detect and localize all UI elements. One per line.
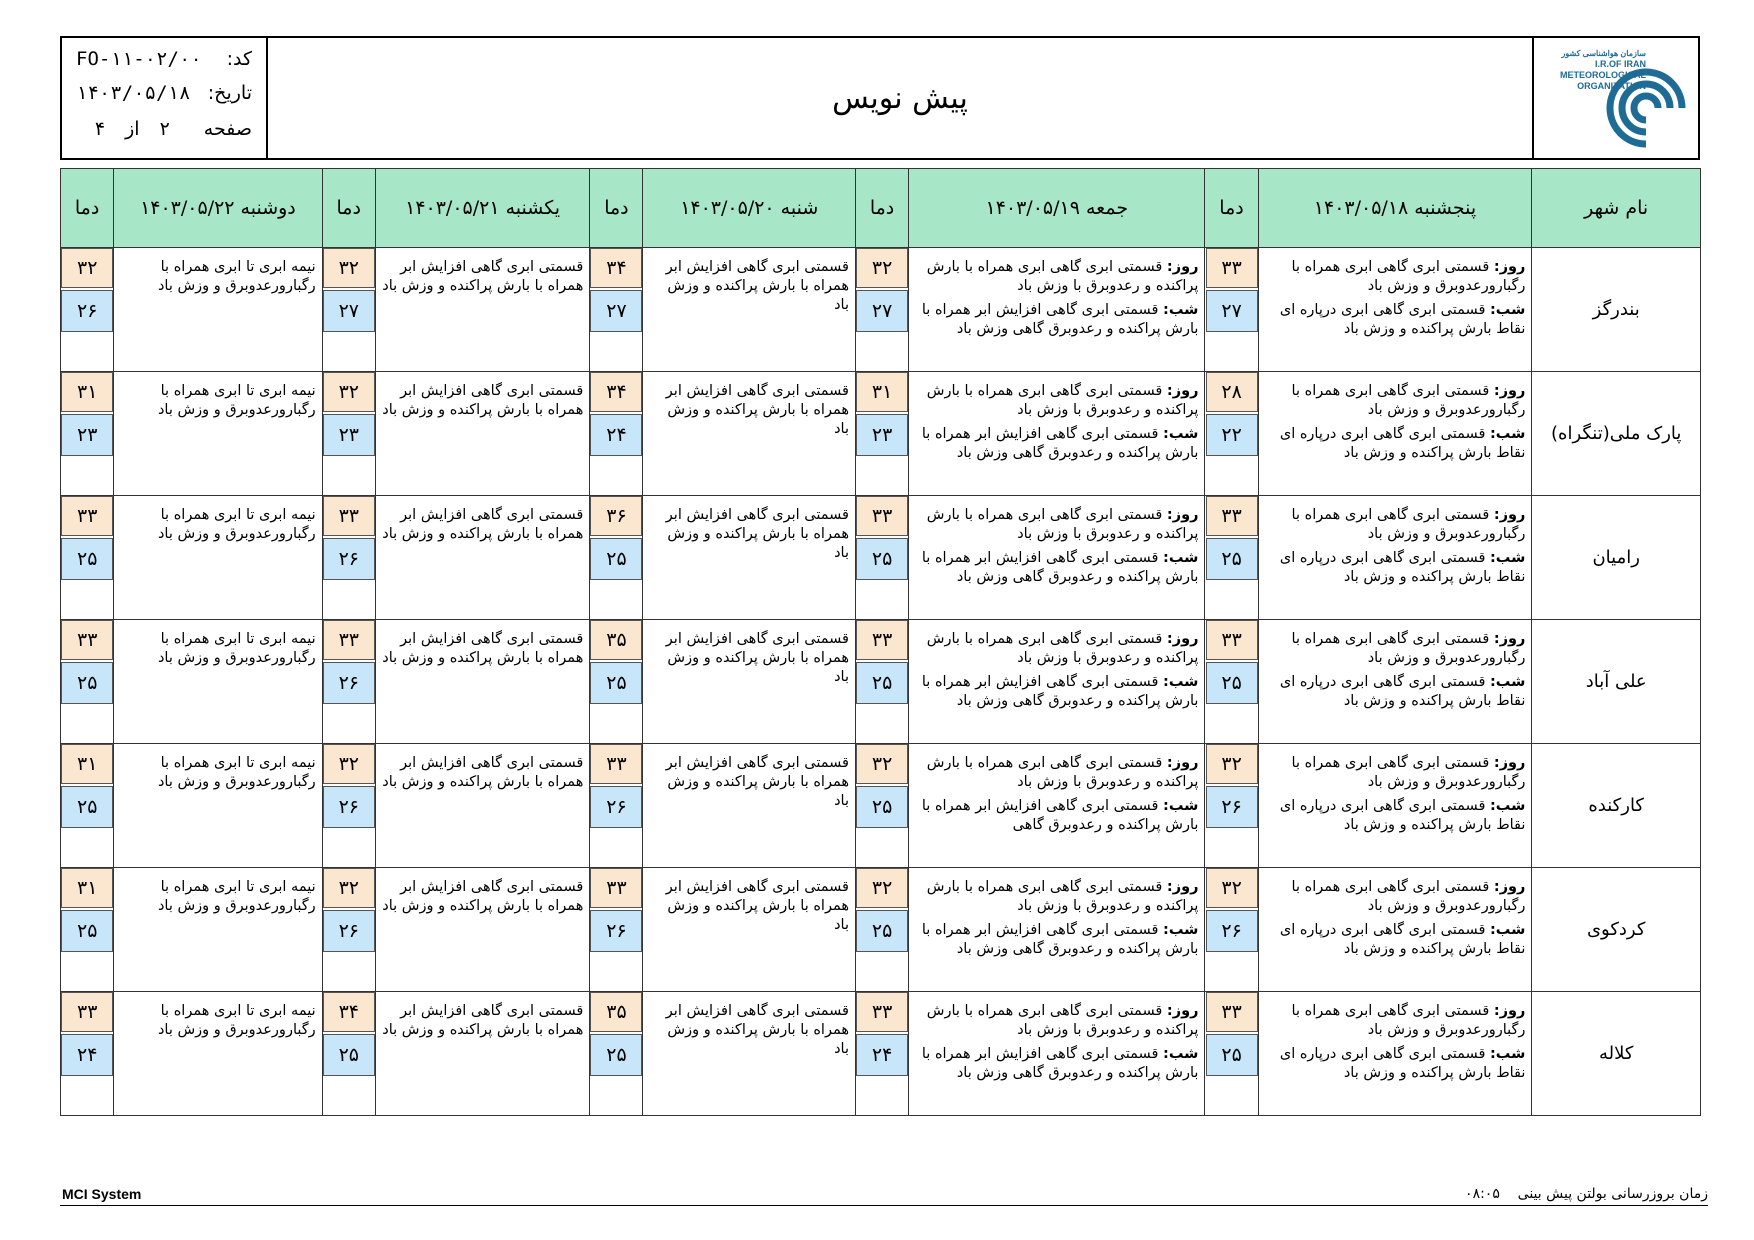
day-header-2: جمعه ۱۴۰۳/۰۵/۱۹ [909, 169, 1205, 248]
night-forecast [1265, 301, 1526, 339]
logo-en1: I.R.OF IRAN [1595, 59, 1646, 69]
forecast-cell [643, 248, 856, 372]
city-name: بندرگز [1532, 248, 1701, 372]
forecast-text: نیمه ابری تا ابری همراه با رگبارورعدوبرق و وزش باد [157, 383, 316, 418]
city-name: پارک ملی(تنگراه) [1532, 372, 1701, 496]
temp-cell [856, 868, 909, 992]
forecast-cell [1258, 992, 1532, 1116]
night-label: شب: [1489, 302, 1526, 318]
forecast-cell [643, 992, 856, 1116]
night-forecast [915, 673, 1198, 711]
forecast-text: نیمه ابری تا ابری همراه با رگبارورعدوبرق و وزش باد [157, 1003, 316, 1038]
night-label: شب: [1489, 426, 1526, 442]
temp-cell [1205, 992, 1258, 1116]
forecast-cell [909, 992, 1205, 1116]
day-forecast-text: قسمتی ابری گاهی ابری همراه با رگبارورعدوبرق و وزش باد [1291, 259, 1526, 294]
page-current: ۲ [159, 118, 170, 140]
max-temp: ۳۲ [856, 248, 908, 288]
max-temp: ۲۸ [1206, 372, 1258, 412]
forecast-text: قسمتی ابری گاهی افزایش ابر همراه با بارش پراکنده و وزش باد [382, 507, 584, 542]
night-forecast-text: قسمتی ابری گاهی ابری درپاره ای نقاط بارش پراکنده و وزش باد [1279, 1046, 1526, 1081]
temp-cell [322, 744, 375, 868]
forecast-text: قسمتی ابری گاهی افزایش ابر همراه با بارش پراکنده و وزش باد [665, 259, 849, 313]
forecast-cell [643, 620, 856, 744]
forecast-cell [114, 744, 322, 868]
min-temp: ۲۵ [590, 1034, 642, 1076]
min-temp: ۲۶ [323, 910, 375, 952]
night-forecast [915, 301, 1198, 339]
min-temp: ۲۵ [1206, 538, 1258, 580]
forecast-cell [1258, 372, 1532, 496]
min-temp: ۲۳ [856, 414, 908, 456]
day-forecast [915, 382, 1198, 420]
temp-cell [322, 248, 375, 372]
max-temp: ۳۲ [323, 248, 375, 288]
night-forecast [1265, 549, 1526, 587]
night-forecast [1265, 1045, 1526, 1083]
temp-header-4: دما [322, 169, 375, 248]
max-temp: ۳۵ [590, 992, 642, 1032]
temp-cell [856, 992, 909, 1116]
table-header-row [61, 169, 1701, 248]
logo-en2: METEOROLOGICAL [1560, 70, 1646, 80]
forecast-cell [375, 496, 590, 620]
table-row [61, 744, 1701, 868]
temp-cell [61, 744, 114, 868]
day-forecast-text: قسمتی ابری گاهی ابری همراه با رگبارورعدوبرق و وزش باد [1291, 383, 1526, 418]
max-temp: ۳۳ [1206, 248, 1258, 288]
logo-en3: ORGANIZATION [1577, 81, 1646, 91]
day-label: روز: [1166, 1003, 1199, 1019]
forecast-text: نیمه ابری تا ابری همراه با رگبارورعدوبرق و وزش باد [157, 755, 316, 790]
min-temp: ۲۲ [1206, 414, 1258, 456]
forecast-cell [909, 372, 1205, 496]
forecast-cell [114, 248, 322, 372]
city-name: کردکوی [1532, 868, 1701, 992]
footer-update-time [1465, 1186, 1708, 1202]
day-forecast [1265, 754, 1526, 792]
city-header: نام شهر [1532, 169, 1701, 248]
min-temp: ۲۵ [590, 538, 642, 580]
day-forecast [915, 1002, 1198, 1040]
forecast-cell [1258, 620, 1532, 744]
night-forecast-text: قسمتی ابری گاهی افزایش ابر همراه با بارش پراکنده و رعدوبرق گاهی [921, 798, 1199, 833]
city-name: کارکنده [1532, 744, 1701, 868]
temp-cell [590, 868, 643, 992]
day-label: روز: [1166, 631, 1199, 647]
min-temp: ۲۵ [856, 910, 908, 952]
forecast-text: قسمتی ابری گاهی افزایش ابر همراه با بارش پراکنده و وزش باد [665, 383, 849, 437]
page-of: از [125, 118, 140, 140]
day-header-4: یکشنبه ۱۴۰۳/۰۵/۲۱ [375, 169, 590, 248]
max-temp: ۳۱ [61, 744, 113, 784]
temp-cell [322, 992, 375, 1116]
night-label: شب: [1163, 426, 1199, 442]
min-temp: ۲۶ [590, 786, 642, 828]
min-temp: ۲۷ [856, 290, 908, 332]
max-temp: ۳۱ [61, 868, 113, 908]
night-label: شب: [1163, 550, 1199, 566]
forecast-cell [1258, 868, 1532, 992]
temp-cell [590, 992, 643, 1116]
min-temp: ۲۶ [1206, 910, 1258, 952]
min-temp: ۲۴ [856, 1034, 908, 1076]
temp-cell [61, 868, 114, 992]
max-temp: ۳۳ [590, 744, 642, 784]
max-temp: ۳۳ [1206, 992, 1258, 1032]
max-temp: ۳۳ [61, 620, 113, 660]
document-header [60, 36, 1700, 160]
city-name: علی آباد [1532, 620, 1701, 744]
night-forecast-text: قسمتی ابری گاهی افزایش ابر همراه با بارش پراکنده و رعدوبرق گاهی وزش باد [921, 550, 1199, 585]
forecast-cell [909, 496, 1205, 620]
page-row [76, 118, 252, 140]
forecast-cell [909, 248, 1205, 372]
night-forecast [1265, 673, 1526, 711]
footer-system: MCI System [62, 1186, 142, 1202]
day-label: روز: [1166, 879, 1199, 895]
max-temp: ۳۲ [856, 868, 908, 908]
max-temp: ۳۶ [590, 496, 642, 536]
day-forecast [1265, 258, 1526, 296]
day-forecast-text: قسمتی ابری گاهی ابری همراه با بارش پراکنده و رعدوبرق با وزش باد [926, 631, 1199, 666]
forecast-text: قسمتی ابری گاهی افزایش ابر همراه با بارش پراکنده و وزش باد [665, 631, 849, 685]
temp-header-2: دما [856, 169, 909, 248]
min-temp: ۲۶ [61, 290, 113, 332]
temp-cell [856, 248, 909, 372]
forecast-text: قسمتی ابری گاهی افزایش ابر همراه با بارش پراکنده و وزش باد [382, 1003, 584, 1038]
night-forecast-text: قسمتی ابری گاهی ابری درپاره ای نقاط بارش پراکنده و وزش باد [1279, 550, 1526, 585]
temp-cell [590, 496, 643, 620]
forecast-text: نیمه ابری تا ابری همراه با رگبارورعدوبرق و وزش باد [157, 879, 316, 914]
code-label: کد: [226, 48, 252, 70]
night-forecast [1265, 797, 1526, 835]
forecast-table [60, 168, 1701, 1116]
min-temp: ۲۶ [1206, 786, 1258, 828]
min-temp: ۲۵ [61, 538, 113, 580]
temp-cell [590, 620, 643, 744]
form-meta [62, 38, 268, 158]
min-temp: ۲۵ [1206, 662, 1258, 704]
min-temp: ۲۵ [61, 786, 113, 828]
forecast-text: قسمتی ابری گاهی افزایش ابر همراه با بارش پراکنده و وزش باد [665, 1003, 849, 1057]
footer-update-value: ۰۸:۰۵ [1465, 1186, 1500, 1202]
max-temp: ۳۲ [323, 868, 375, 908]
day-forecast-text: قسمتی ابری گاهی ابری همراه با رگبارورعدوبرق و وزش باد [1291, 631, 1526, 666]
max-temp: ۳۳ [61, 496, 113, 536]
day-forecast-text: قسمتی ابری گاهی ابری همراه با رگبارورعدوبرق و وزش باد [1291, 507, 1526, 542]
forecast-cell [909, 620, 1205, 744]
temp-cell [322, 496, 375, 620]
max-temp: ۳۳ [590, 868, 642, 908]
day-forecast-text: قسمتی ابری گاهی ابری همراه با بارش پراکنده و رعدوبرق با وزش باد [926, 879, 1199, 914]
forecast-cell [114, 620, 322, 744]
day-label: روز: [1493, 631, 1526, 647]
day-label: روز: [1493, 1003, 1526, 1019]
min-temp: ۲۵ [856, 662, 908, 704]
night-label: شب: [1489, 674, 1526, 690]
min-temp: ۲۳ [323, 414, 375, 456]
day-label: روز: [1493, 383, 1526, 399]
forecast-cell [114, 992, 322, 1116]
temp-header-3: دما [590, 169, 643, 248]
city-name: کلاله [1532, 992, 1701, 1116]
day-forecast [915, 754, 1198, 792]
night-forecast-text: قسمتی ابری گاهی افزایش ابر همراه با بارش پراکنده و رعدوبرق گاهی وزش باد [921, 302, 1199, 337]
temp-cell [61, 620, 114, 744]
max-temp: ۳۳ [1206, 496, 1258, 536]
min-temp: ۲۶ [323, 786, 375, 828]
forecast-cell [375, 372, 590, 496]
forecast-text: قسمتی ابری گاهی افزایش ابر همراه با بارش پراکنده و وزش باد [665, 879, 849, 933]
day-label: روز: [1166, 507, 1199, 523]
temp-cell [856, 372, 909, 496]
temp-header-1: دما [1205, 169, 1258, 248]
min-temp: ۲۶ [590, 910, 642, 952]
night-label: شب: [1163, 674, 1199, 690]
forecast-cell [375, 992, 590, 1116]
temp-cell [61, 496, 114, 620]
temp-cell [590, 248, 643, 372]
temp-header-5: دما [61, 169, 114, 248]
min-temp: ۲۵ [61, 662, 113, 704]
temp-cell [1205, 372, 1258, 496]
day-forecast-text: قسمتی ابری گاهی ابری همراه با بارش پراکنده و رعدوبرق با وزش باد [926, 383, 1199, 418]
forecast-text: قسمتی ابری گاهی افزایش ابر همراه با بارش پراکنده و وزش باد [665, 507, 849, 561]
max-temp: ۳۲ [856, 744, 908, 784]
night-label: شب: [1163, 1046, 1199, 1062]
forecast-cell [643, 868, 856, 992]
city-name: رامیان [1532, 496, 1701, 620]
night-forecast-text: قسمتی ابری گاهی ابری درپاره ای نقاط بارش پراکنده و وزش باد [1279, 674, 1526, 709]
day-label: روز: [1493, 879, 1526, 895]
forecast-text: قسمتی ابری گاهی افزایش ابر همراه با بارش پراکنده و وزش باد [382, 259, 584, 294]
day-forecast-text: قسمتی ابری گاهی ابری همراه با بارش پراکنده و رعدوبرق با وزش باد [926, 1003, 1199, 1038]
day-forecast [1265, 878, 1526, 916]
day-forecast [915, 506, 1198, 544]
forecast-cell [375, 744, 590, 868]
day-header-1: پنجشنبه ۱۴۰۳/۰۵/۱۸ [1258, 169, 1532, 248]
forecast-cell [1258, 496, 1532, 620]
max-temp: ۳۲ [323, 372, 375, 412]
forecast-text: نیمه ابری تا ابری همراه با رگبارورعدوبرق و وزش باد [157, 507, 316, 542]
night-label: شب: [1163, 922, 1199, 938]
temp-cell [1205, 496, 1258, 620]
forecast-cell [375, 868, 590, 992]
logo-fa: سازمان هواشناسی کشور [1561, 49, 1646, 58]
min-temp: ۲۷ [1206, 290, 1258, 332]
min-temp: ۲۶ [323, 662, 375, 704]
day-forecast [1265, 1002, 1526, 1040]
day-forecast-text: قسمتی ابری گاهی ابری همراه با بارش پراکنده و رعدوبرق با وزش باد [926, 755, 1199, 790]
forecast-text: نیمه ابری تا ابری همراه با رگبارورعدوبرق و وزش باد [157, 631, 316, 666]
max-temp: ۳۳ [323, 496, 375, 536]
forecast-cell [375, 620, 590, 744]
night-label: شب: [1163, 798, 1199, 814]
day-forecast [915, 878, 1198, 916]
night-forecast [915, 921, 1198, 959]
night-forecast [915, 1045, 1198, 1083]
day-forecast [915, 630, 1198, 668]
forecast-cell [1258, 744, 1532, 868]
forecast-cell [909, 868, 1205, 992]
forecast-cell [643, 496, 856, 620]
day-forecast [1265, 630, 1526, 668]
day-label: روز: [1493, 755, 1526, 771]
footer-divider [60, 1205, 1708, 1206]
min-temp: ۲۴ [590, 414, 642, 456]
day-label: روز: [1493, 507, 1526, 523]
temp-cell [1205, 744, 1258, 868]
day-header-5: دوشنبه ۱۴۰۳/۰۵/۲۲ [114, 169, 322, 248]
max-temp: ۳۱ [856, 372, 908, 412]
night-forecast [915, 549, 1198, 587]
temp-cell [590, 372, 643, 496]
day-label: روز: [1166, 259, 1199, 275]
page-title: پیش نویس [832, 80, 968, 116]
temp-cell [1205, 248, 1258, 372]
forecast-cell [114, 868, 322, 992]
day-forecast-text: قسمتی ابری گاهی ابری همراه با رگبارورعدوبرق و وزش باد [1291, 755, 1526, 790]
min-temp: ۲۵ [323, 1034, 375, 1076]
organization-logo [1532, 38, 1698, 158]
night-forecast-text: قسمتی ابری گاهی ابری درپاره ای نقاط بارش پراکنده و وزش باد [1279, 922, 1526, 957]
temp-cell [322, 372, 375, 496]
forecast-cell [643, 372, 856, 496]
date-value: ۱۴۰۳/۰۵/۱۸ [76, 82, 191, 104]
max-temp: ۳۴ [590, 372, 642, 412]
night-label: شب: [1163, 302, 1199, 318]
day-forecast [1265, 506, 1526, 544]
page-label: صفحه [203, 118, 252, 140]
max-temp: ۳۳ [1206, 620, 1258, 660]
night-forecast-text: قسمتی ابری گاهی ابری درپاره ای نقاط بارش پراکنده و وزش باد [1279, 302, 1526, 337]
max-temp: ۳۱ [61, 372, 113, 412]
temp-cell [856, 744, 909, 868]
min-temp: ۲۵ [856, 538, 908, 580]
max-temp: ۳۴ [323, 992, 375, 1032]
min-temp: ۲۷ [323, 290, 375, 332]
forecast-cell [643, 744, 856, 868]
forecast-cell [909, 744, 1205, 868]
day-forecast [915, 258, 1198, 296]
night-forecast-text: قسمتی ابری گاهی ابری درپاره ای نقاط بارش پراکنده و وزش باد [1279, 426, 1526, 461]
min-temp: ۲۵ [590, 662, 642, 704]
min-temp: ۲۵ [1206, 1034, 1258, 1076]
temp-cell [322, 620, 375, 744]
temp-cell [856, 496, 909, 620]
day-forecast-text: قسمتی ابری گاهی ابری همراه با بارش پراکنده و رعدوبرق با وزش باد [926, 259, 1199, 294]
table-row [61, 620, 1701, 744]
max-temp: ۳۳ [856, 992, 908, 1032]
min-temp: ۲۳ [61, 414, 113, 456]
table-row [61, 372, 1701, 496]
code-value: FO-۱۱-۰۲/۰۰ [76, 48, 202, 70]
code-row [76, 48, 252, 70]
table-row [61, 868, 1701, 992]
max-temp: ۳۴ [590, 248, 642, 288]
forecast-text: قسمتی ابری گاهی افزایش ابر همراه با بارش پراکنده و وزش باد [665, 755, 849, 809]
max-temp: ۳۳ [856, 496, 908, 536]
day-forecast [1265, 382, 1526, 420]
forecast-text: قسمتی ابری گاهی افزایش ابر همراه با بارش پراکنده و وزش باد [382, 755, 584, 790]
forecast-text: قسمتی ابری گاهی افزایش ابر همراه با بارش پراکنده و وزش باد [382, 383, 584, 418]
day-forecast-text: قسمتی ابری گاهی ابری همراه با رگبارورعدوبرق و وزش باد [1291, 1003, 1526, 1038]
min-temp: ۲۴ [61, 1034, 113, 1076]
night-forecast-text: قسمتی ابری گاهی افزایش ابر همراه با بارش پراکنده و رعدوبرق گاهی وزش باد [921, 674, 1199, 709]
max-temp: ۳۳ [856, 620, 908, 660]
forecast-cell [1258, 248, 1532, 372]
night-forecast [915, 425, 1198, 463]
table-row [61, 248, 1701, 372]
max-temp: ۳۲ [1206, 744, 1258, 784]
forecast-cell [375, 248, 590, 372]
night-forecast-text: قسمتی ابری گاهی افزایش ابر همراه با بارش پراکنده و رعدوبرق گاهی وزش باد [921, 922, 1199, 957]
night-label: شب: [1489, 550, 1526, 566]
spiral-logo-icon [1606, 56, 1686, 156]
max-temp: ۳۳ [323, 620, 375, 660]
day-label: روز: [1166, 383, 1199, 399]
temp-cell [61, 248, 114, 372]
max-temp: ۳۲ [1206, 868, 1258, 908]
forecast-text: نیمه ابری تا ابری همراه با رگبارورعدوبرق و وزش باد [157, 259, 316, 294]
min-temp: ۲۶ [323, 538, 375, 580]
forecast-cell [114, 372, 322, 496]
min-temp: ۲۵ [856, 786, 908, 828]
max-temp: ۳۳ [61, 992, 113, 1032]
forecast-text: قسمتی ابری گاهی افزایش ابر همراه با بارش پراکنده و وزش باد [382, 879, 584, 914]
temp-cell [61, 992, 114, 1116]
day-header-3: شنبه ۱۴۰۳/۰۵/۲۰ [643, 169, 856, 248]
temp-cell [322, 868, 375, 992]
max-temp: ۳۵ [590, 620, 642, 660]
day-forecast-text: قسمتی ابری گاهی ابری همراه با رگبارورعدوبرق و وزش باد [1291, 879, 1526, 914]
min-temp: ۲۷ [590, 290, 642, 332]
date-label: تاریخ: [207, 82, 252, 104]
day-forecast-text: قسمتی ابری گاهی ابری همراه با بارش پراکنده و رعدوبرق با وزش باد [926, 507, 1199, 542]
day-label: روز: [1493, 259, 1526, 275]
night-label: شب: [1489, 922, 1526, 938]
temp-cell [1205, 620, 1258, 744]
forecast-cell [114, 496, 322, 620]
night-forecast [915, 797, 1198, 835]
table-row [61, 992, 1701, 1116]
temp-cell [61, 372, 114, 496]
night-forecast [1265, 921, 1526, 959]
min-temp: ۲۵ [61, 910, 113, 952]
max-temp: ۳۲ [61, 248, 113, 288]
temp-cell [856, 620, 909, 744]
footer-update-label: زمان بروزرسانی بولتن پیش بینی [1517, 1186, 1708, 1202]
night-label: شب: [1489, 1046, 1526, 1062]
night-forecast-text: قسمتی ابری گاهی افزایش ابر همراه با بارش پراکنده و رعدوبرق گاهی وزش باد [921, 1046, 1199, 1081]
max-temp: ۳۲ [323, 744, 375, 784]
forecast-text: قسمتی ابری گاهی افزایش ابر همراه با بارش پراکنده و وزش باد [382, 631, 584, 666]
date-row [76, 82, 252, 104]
night-forecast [1265, 425, 1526, 463]
page-total: ۴ [94, 118, 106, 140]
night-forecast-text: قسمتی ابری گاهی ابری درپاره ای نقاط بارش پراکنده و وزش باد [1279, 798, 1526, 833]
temp-cell [1205, 868, 1258, 992]
night-label: شب: [1489, 798, 1526, 814]
day-label: روز: [1166, 755, 1199, 771]
night-forecast-text: قسمتی ابری گاهی افزایش ابر همراه با بارش پراکنده و رعدوبرق گاهی وزش باد [921, 426, 1199, 461]
table-row [61, 496, 1701, 620]
temp-cell [590, 744, 643, 868]
